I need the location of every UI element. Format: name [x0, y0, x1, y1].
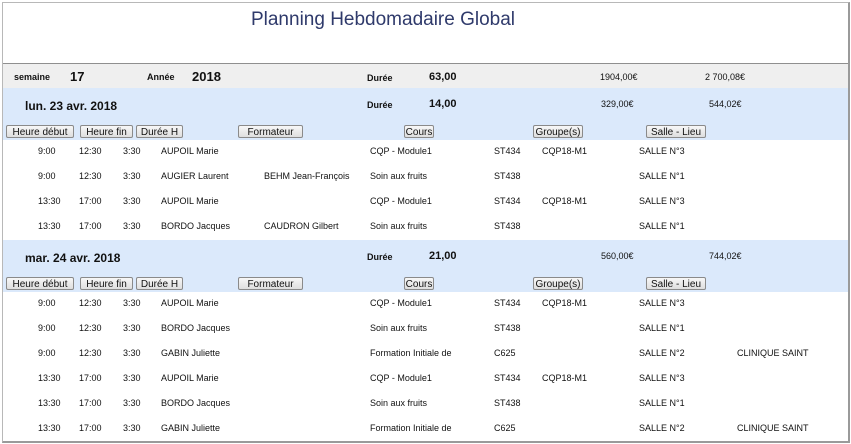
- cell-formateur: AUPOIL Marie: [161, 298, 219, 308]
- cell-formateur-2: BEHM Jean-François: [264, 171, 350, 181]
- week-amount-1: 1904,00€: [600, 72, 638, 82]
- sort-formateur-button[interactable]: Formateur: [238, 125, 303, 138]
- cell-formateur: AUGIER Laurent: [161, 171, 229, 181]
- cell-end: 17:00: [79, 373, 102, 383]
- cell-cours: Formation Initiale de: [370, 348, 452, 358]
- cell-end: 12:30: [79, 348, 102, 358]
- cell-formateur: AUPOIL Marie: [161, 196, 219, 206]
- cell-groupe: CQP18-M1: [542, 373, 588, 383]
- cell-end: 17:00: [79, 398, 102, 408]
- cell-salle: SALLE N°2: [639, 348, 685, 358]
- sort-salle-lieu-button[interactable]: Salle - Lieu: [646, 125, 706, 138]
- sort-heure-fin-button[interactable]: Heure fin: [80, 277, 133, 290]
- cell-start: 13:30: [38, 221, 61, 231]
- sort-heure-fin-button[interactable]: Heure fin: [80, 125, 133, 138]
- cell-formateur: BORDO Jacques: [161, 323, 231, 333]
- table-row[interactable]: [3, 392, 848, 417]
- cell-groupe: CQP18-M1: [542, 298, 588, 308]
- sort-heure-debut-button[interactable]: Heure début: [6, 277, 74, 290]
- cell-groupe: CQP18-M1: [542, 196, 588, 206]
- cell-start: 13:30: [38, 423, 61, 433]
- year-value: 2018: [192, 69, 221, 84]
- cell-formateur: BORDO Jacques: [161, 221, 231, 231]
- cell-groupe: CQP18-M1: [542, 146, 588, 156]
- cell-duration: 3:30: [123, 423, 141, 433]
- week-amount-2: 2 700,08€: [705, 72, 746, 82]
- day-amount-1: 329,00€: [601, 99, 634, 109]
- cell-start: 9:00: [38, 348, 56, 358]
- cell-cours: Soin aux fruits: [370, 398, 428, 408]
- cell-code: ST438: [494, 171, 521, 181]
- cell-start: 9:00: [38, 146, 56, 156]
- cell-lieu: CLINIQUE SAINT: [737, 348, 809, 358]
- table-row[interactable]: [3, 367, 848, 392]
- cell-formateur: BORDO Jacques: [161, 398, 231, 408]
- day-amount-2: 744,02€: [709, 251, 742, 261]
- table-row[interactable]: [3, 417, 848, 442]
- cell-cours: CQP - Module1: [370, 298, 432, 308]
- cell-duration: 3:30: [123, 398, 141, 408]
- day-duration-value: 14,00: [429, 98, 457, 110]
- cell-salle: SALLE N°1: [639, 221, 685, 231]
- cell-code: ST434: [494, 373, 521, 383]
- table-row[interactable]: [3, 292, 848, 317]
- cell-duration: 3:30: [123, 323, 141, 333]
- sort-groupes-button[interactable]: Groupe(s): [533, 125, 583, 138]
- day-header: [3, 240, 848, 292]
- cell-cours: Soin aux fruits: [370, 221, 428, 231]
- cell-code: ST438: [494, 221, 521, 231]
- cell-lieu: CLINIQUE SAINT: [737, 423, 809, 433]
- cell-start: 13:30: [38, 196, 61, 206]
- week-label: semaine: [14, 72, 51, 82]
- cell-formateur-2: CAUDRON Gilbert: [264, 221, 339, 231]
- cell-cours: CQP - Module1: [370, 196, 432, 206]
- day-duration-value: 21,00: [429, 250, 457, 262]
- table-row[interactable]: [3, 215, 848, 240]
- cell-code: ST434: [494, 146, 521, 156]
- day-amount-2: 544,02€: [709, 99, 742, 109]
- cell-salle: SALLE N°2: [639, 423, 685, 433]
- planning-window: [2, 2, 850, 443]
- cell-end: 12:30: [79, 298, 102, 308]
- cell-code: C625: [494, 348, 516, 358]
- cell-salle: SALLE N°3: [639, 373, 685, 383]
- cell-start: 13:30: [38, 398, 61, 408]
- cell-start: 9:00: [38, 323, 56, 333]
- week-value: 17: [70, 69, 85, 84]
- cell-salle: SALLE N°1: [639, 398, 685, 408]
- cell-cours: CQP - Module1: [370, 373, 432, 383]
- sort-cours-button[interactable]: Cours: [405, 279, 433, 290]
- day-duration-label: Durée: [367, 100, 393, 110]
- cell-formateur: GABIN Juliette: [161, 423, 221, 433]
- cell-duration: 3:30: [123, 298, 141, 308]
- cell-start: 13:30: [38, 373, 61, 383]
- table-row[interactable]: [3, 317, 848, 342]
- cell-salle: SALLE N°1: [639, 323, 685, 333]
- day-amount-1: 560,00€: [601, 251, 634, 261]
- table-row[interactable]: [3, 165, 848, 190]
- sort-heure-debut-button[interactable]: Heure début: [6, 125, 74, 138]
- cell-end: 12:30: [79, 146, 102, 156]
- cell-salle: SALLE N°3: [639, 298, 685, 308]
- cell-end: 12:30: [79, 323, 102, 333]
- cell-end: 17:00: [79, 196, 102, 206]
- sort-groupes-button[interactable]: Groupe(s): [533, 277, 583, 290]
- cell-cours: CQP - Module1: [370, 146, 432, 156]
- sort-cours-button[interactable]: Cours: [405, 127, 433, 138]
- week-summary-bar: [3, 63, 848, 89]
- day-title: mar. 24 avr. 2018: [25, 251, 121, 265]
- day-duration-label: Durée: [367, 252, 393, 262]
- sort-duree-h-button[interactable]: Durée H: [136, 277, 183, 290]
- cell-salle: SALLE N°3: [639, 146, 685, 156]
- cell-cours: Formation Initiale de: [370, 423, 452, 433]
- cell-salle: SALLE N°3: [639, 196, 685, 206]
- cell-code: C625: [494, 423, 516, 433]
- page-title: Planning Hebdomadaire Global: [250, 9, 516, 30]
- cell-start: 9:00: [38, 298, 56, 308]
- cell-end: 17:00: [79, 221, 102, 231]
- cell-code: ST434: [494, 196, 521, 206]
- year-label: Année: [147, 72, 175, 82]
- sort-duree-h-button[interactable]: Durée H: [136, 125, 183, 138]
- cell-end: 17:00: [79, 423, 102, 433]
- cell-duration: 3:30: [123, 373, 141, 383]
- sort-formateur-button[interactable]: Formateur: [238, 277, 303, 290]
- table-row[interactable]: [3, 190, 848, 215]
- cell-duration: 3:30: [123, 196, 141, 206]
- week-duration-label: Durée: [367, 73, 393, 83]
- cell-start: 9:00: [38, 171, 56, 181]
- cell-formateur: AUPOIL Marie: [161, 373, 219, 383]
- cell-duration: 3:30: [123, 171, 141, 181]
- cell-duration: 3:30: [123, 146, 141, 156]
- cell-formateur: GABIN Juliette: [161, 348, 221, 358]
- cell-end: 12:30: [79, 171, 102, 181]
- cell-duration: 3:30: [123, 221, 141, 231]
- cell-duration: 3:30: [123, 348, 141, 358]
- week-duration-value: 63,00: [429, 71, 457, 83]
- table-row[interactable]: [3, 342, 848, 367]
- cell-salle: SALLE N°1: [639, 171, 685, 181]
- sort-salle-lieu-button[interactable]: Salle - Lieu: [646, 277, 706, 290]
- cell-cours: Soin aux fruits: [370, 323, 428, 333]
- cell-code: ST438: [494, 323, 521, 333]
- day-header: [3, 88, 848, 140]
- cell-formateur: AUPOIL Marie: [161, 146, 219, 156]
- cell-code: ST434: [494, 298, 521, 308]
- cell-cours: Soin aux fruits: [370, 171, 428, 181]
- day-title: lun. 23 avr. 2018: [25, 99, 118, 113]
- table-row[interactable]: [3, 140, 848, 165]
- cell-code: ST438: [494, 398, 521, 408]
